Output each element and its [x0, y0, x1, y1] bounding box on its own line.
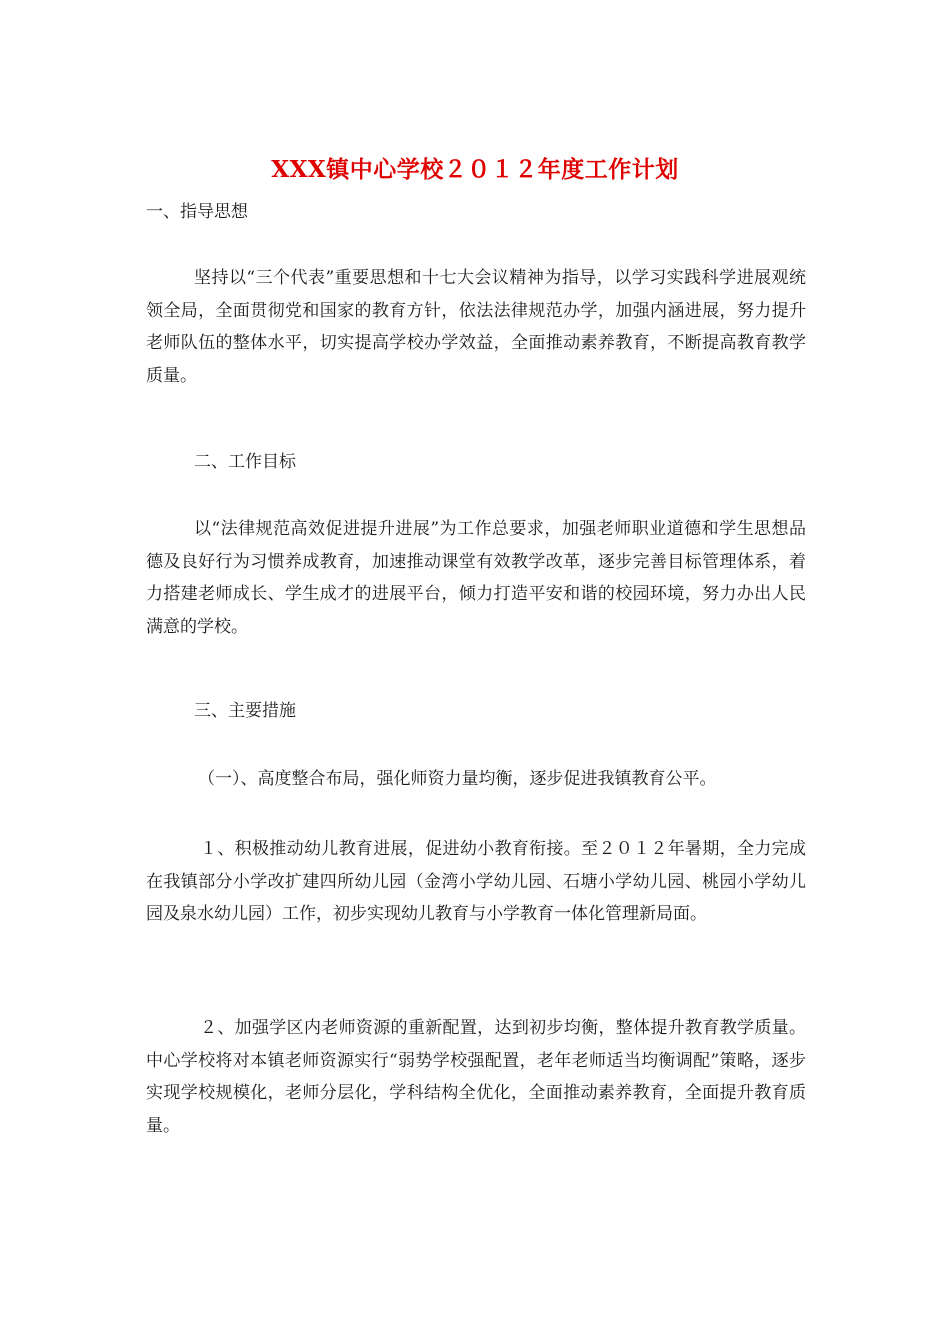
subsection-heading-1: （一）、高度整合布局，强化师资力量均衡，逐步促进我镇教育公平。 — [198, 769, 717, 789]
paragraph-guiding-ideology: 坚持以“三个代表”重要思想和十七大会议精神为指导，以学习实践科学进展观统领全局，全面贯彻党和国家的教育方针，依法法律规范办学，加强内涵进展，努力提升老师队伍的整体水平，切实提高学校办学效益，全面推动素养教育，不断提高教育教学质量。 — [146, 268, 806, 386]
section-heading-guiding-ideology: 一、指导思想 — [146, 202, 248, 222]
paragraph-item-2: ２、加强学区内老师资源的重新配置，达到初步均衡，整体提升教育教学质量。中心学校将对本镇老师资源实行“弱势学校强配置，老年老师适当均衡调配”策略，逐步实现学校规模化，老师分层化，学科结构全优化，全面推动素养教育，全面提升教育质量。 — [146, 1018, 806, 1136]
section-heading-main-measures: 三、主要措施 — [194, 701, 296, 721]
section-heading-work-goals: 二、工作目标 — [194, 452, 296, 472]
paragraph-work-goals: 以“法律规范高效促进提升进展”为工作总要求，加强老师职业道德和学生思想品德及良好行为习惯养成教育，加速推动课堂有效教学改革，逐步完善目标管理体系，着力搭建老师成长、学生成才的进展平台，倾力打造平安和谐的校园环境，努力办出人民满意的学校。 — [146, 519, 806, 637]
document-title: XXX镇中心学校２０１２年度工作计划 — [271, 156, 679, 183]
paragraph-item-1: １、积极推动幼儿教育进展，促进幼小教育衔接。至２０１２年暑期，全力完成在我镇部分小学改扩建四所幼儿园（金湾小学幼儿园、石塘小学幼儿园、桃园小学幼儿园及泉水幼儿园）工作，初步实现幼儿教育与小学教育一体化管理新局面。 — [146, 839, 806, 924]
